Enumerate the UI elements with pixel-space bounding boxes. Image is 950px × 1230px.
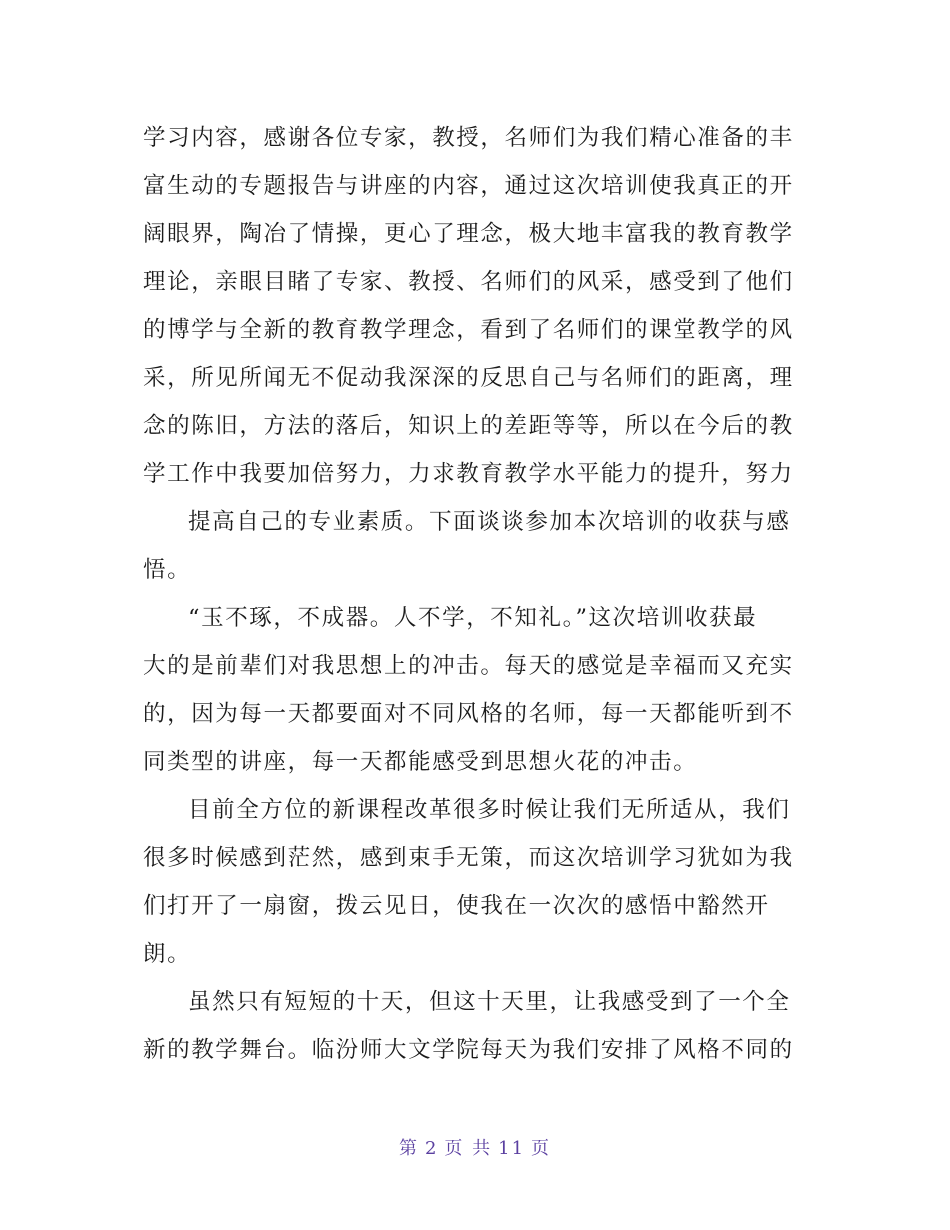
text-line: 提高自己的专业素质。下面谈谈参加本次培训的收获与感 xyxy=(188,509,791,535)
text-line: 虽然只有短短的十天，但这十天里，让我感受到了一个全 xyxy=(188,989,791,1015)
text-line: 目前全方位的新课程改革很多时候让我们无所适从，我们 xyxy=(188,797,791,823)
text-line: 同类型的讲座，每一天都能感受到思想火花的冲击。 xyxy=(143,749,698,775)
footer-suffix: 页 xyxy=(531,1138,552,1159)
current-page-number: 2 xyxy=(424,1138,439,1159)
text-line: 大的是前辈们对我思想上的冲击。每天的感觉是幸福而又充实 xyxy=(143,653,794,679)
text-line: 很多时候感到茫然，感到束手无策，而这次培训学习犹如为我 xyxy=(143,845,794,871)
footer-prefix: 第 xyxy=(398,1138,419,1159)
text-line: 新的教学舞台。临汾师大文学院每天为我们安排了风格不同的 xyxy=(143,1037,794,1063)
text-line: 们打开了一扇窗，拨云见日，使我在一次次的感悟中豁然开 xyxy=(143,893,770,919)
body-text xyxy=(143,114,815,1074)
text-line: 的，因为每一天都要面对不同风格的名师，每一天都能听到不 xyxy=(143,701,794,727)
text-line: 朗。 xyxy=(143,941,192,967)
text-line: 理论，亲眼目睹了专家、教授、名师们的风采，感受到了他们 xyxy=(143,269,794,295)
text-line: 悟。 xyxy=(143,557,192,583)
text-line: 学工作中我要加倍努力，力求教育教学水平能力的提升，努力 xyxy=(143,461,794,487)
footer-middle: 页 共 xyxy=(444,1138,493,1159)
total-page-count: 11 xyxy=(498,1138,526,1159)
text-line: 阔眼界，陶冶了情操，更心了理念，极大地丰富我的教育教学 xyxy=(143,221,794,247)
text-line: 学习内容，感谢各位专家，教授，名师们为我们精心准备的丰 xyxy=(143,125,794,151)
text-line: 念的陈旧，方法的落后，知识上的差距等等，所以在今后的教 xyxy=(143,413,794,439)
page-footer xyxy=(0,1134,950,1160)
text-line: “玉不琢，不成器。人不学，不知礼。”这次培训收获最 xyxy=(188,605,758,631)
text-line: 采，所见所闻无不促动我深深的反思自己与名师们的距离，理 xyxy=(143,365,794,391)
text-line: 富生动的专题报告与讲座的内容，通过这次培训使我真正的开 xyxy=(143,173,794,199)
text-line: 的博学与全新的教育教学理念，看到了名师们的课堂教学的风 xyxy=(143,317,794,343)
